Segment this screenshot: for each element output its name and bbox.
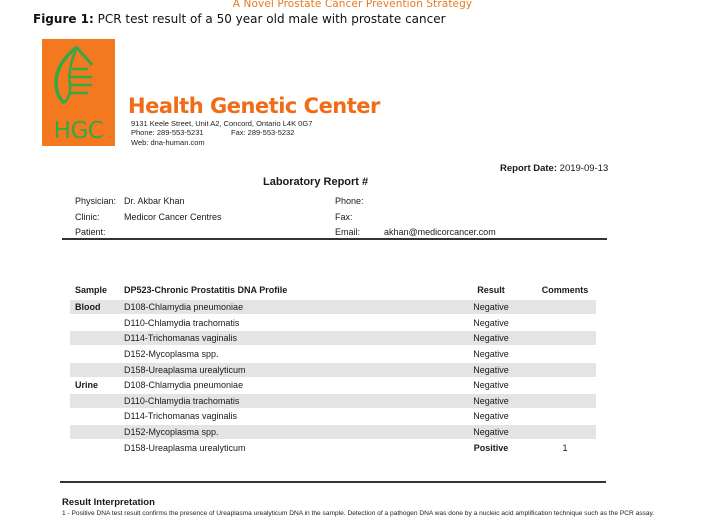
result-cell: Negative (473, 365, 509, 375)
figure-caption-text: PCR test result of a 50 year old male with prostate cancer (97, 12, 446, 26)
organization-fax: Fax: 289-553-5232 (231, 128, 295, 137)
organization-address: 9131 Keele Street, Unit A2, Concord, Ontario L4K 0G7 (131, 119, 313, 128)
interpretation-text: 1 - Positive DNA test result confirms the presence of Ureaplasma urealyticum DNA in the sample. Detection of a pathogen DNA was done by a nucleic acid amplification technique such as the PCR assay. (62, 510, 655, 517)
result-cell: Negative (473, 380, 509, 390)
phone-label: Phone: (335, 196, 364, 206)
organization-web: Web: dna-human.com (131, 138, 205, 147)
hgc-logo (42, 39, 115, 146)
result-cell: Negative (473, 427, 509, 437)
report-date (500, 163, 608, 174)
interpretation-title: Result Interpretation (62, 497, 155, 508)
clinic-label: Clinic: (75, 212, 100, 222)
figure-caption (33, 12, 446, 26)
test-cell: D108-Chlamydia pneumoniae (124, 380, 244, 390)
logo-abbr: HGC (53, 118, 104, 144)
result-cell: Negative (473, 302, 509, 312)
details-divider (62, 238, 607, 240)
report-date-value: 2019-09-13 (559, 163, 609, 174)
header-sample: Sample (75, 285, 108, 295)
physician-value: Dr. Akbar Khan (124, 196, 185, 206)
header-result: Result (477, 285, 505, 295)
header-comments: Comments (541, 285, 589, 295)
test-cell: D114-Trichomanas vaginalis (124, 411, 238, 421)
result-cell: Negative (473, 411, 509, 421)
result-cell: Negative (473, 318, 509, 328)
sample-cell: Urine (75, 380, 99, 390)
sample-cell: Blood (75, 302, 101, 312)
result-cell: Negative (473, 333, 509, 343)
test-cell: D152-Mycoplasma spp. (124, 349, 219, 359)
test-cell: D110-Chlamydia trachomatis (124, 396, 240, 406)
test-cell: D152-Mycoplasma spp. (124, 427, 219, 437)
result-cell-positive: Positive (473, 443, 509, 453)
physician-label: Physician: (75, 196, 117, 206)
fax-label: Fax: (335, 212, 353, 222)
clinic-value: Medicor Cancer Centres (124, 212, 222, 222)
header-profile: DP523-Chronic Prostatitis DNA Profile (124, 285, 288, 295)
test-cell: D158-Ureaplasma urealyticum (124, 365, 246, 375)
patient-label: Patient: (75, 227, 106, 237)
interpretation-divider (60, 481, 606, 483)
running-head: A Novel Prostate Cancer Prevention Strategy (232, 0, 473, 10)
organization-phone: Phone: 289-553-5231 (131, 128, 204, 137)
test-cell: D110-Chlamydia trachomatis (124, 318, 240, 328)
test-cell: D108-Chlamydia pneumoniae (124, 302, 244, 312)
test-cell: D114-Trichomanas vaginalis (124, 333, 238, 343)
email-value: akhan@medicorcancer.com (384, 227, 496, 237)
report-title: Laboratory Report # (263, 176, 369, 188)
comment-cell: 1 (562, 443, 568, 453)
email-label: Email: (335, 227, 361, 237)
dna-leaf-icon (42, 39, 115, 119)
figure-label: Figure 1: (33, 12, 94, 26)
result-cell: Negative (473, 349, 509, 359)
result-cell: Negative (473, 396, 509, 406)
organization-name: Health Genetic Center (128, 94, 380, 118)
report-date-label: Report Date: (500, 163, 558, 174)
test-cell: D158-Ureaplasma urealyticum (124, 443, 246, 453)
